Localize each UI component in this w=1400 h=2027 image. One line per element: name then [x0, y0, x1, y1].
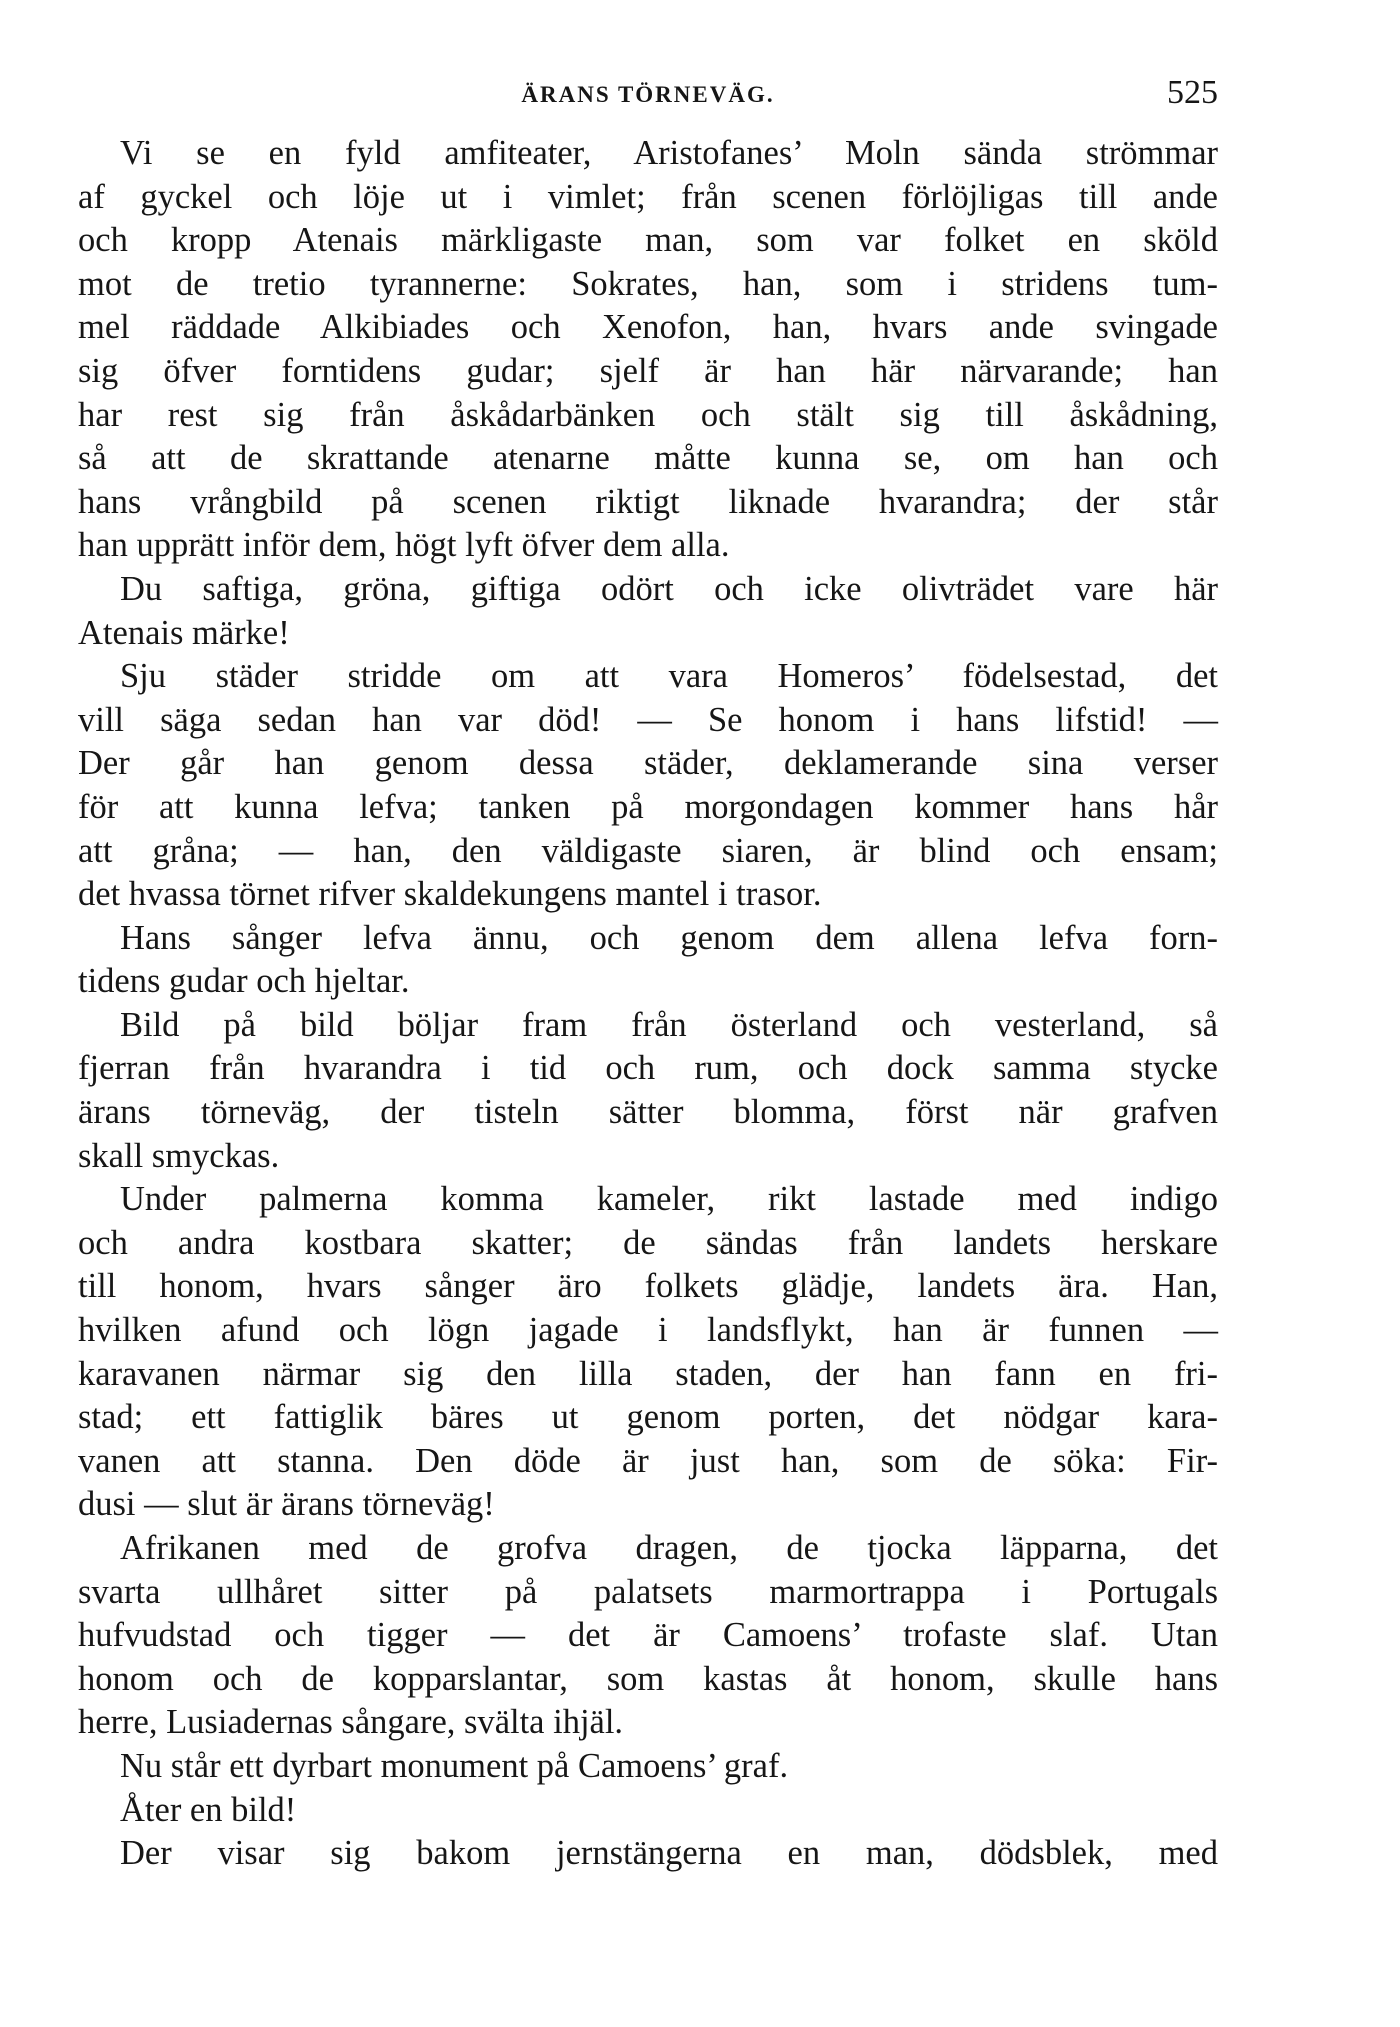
- paragraph: [78, 917, 1218, 1004]
- text-line: stad; ett fattiglik bäres ut genom porten, det nödgar kara-: [78, 1398, 1218, 1437]
- text-line: och andra kostbara skatter; de sändas från landets herskare: [78, 1223, 1218, 1262]
- text-line: Nu står ett dyrbart monument på Camoens’ graf.: [120, 1746, 789, 1785]
- paragraph: [78, 568, 1218, 655]
- text-line: honom och de kopparslantar, som kastas åt honom, skulle hans: [78, 1659, 1218, 1698]
- text-line: hvilken afund och lögn jagade i landsflykt, han är funnen —: [78, 1311, 1218, 1350]
- text-line: sig öfver forntidens gudar; sjelf är han här närvarande; han: [78, 351, 1218, 390]
- text-line: af gyckel och löje ut i vimlet; från scenen förlöjligas till ande: [78, 177, 1218, 216]
- paragraph: [78, 1789, 1218, 1833]
- text-line: det hvassa törnet rifver skaldekungens mantel i trasor.: [78, 875, 822, 914]
- text-line: att gråna; — han, den väldigaste siaren, är blind och ensam;: [78, 831, 1218, 870]
- text-line: skall smyckas.: [78, 1136, 280, 1175]
- text-line: han upprätt inför dem, högt lyft öfver dem alla.: [78, 526, 730, 565]
- text-line: hans vrångbild på scenen riktigt liknade hvarandra; der står: [78, 482, 1218, 521]
- body-text: [78, 132, 1218, 1876]
- text-line: tidens gudar och hjeltar.: [78, 962, 410, 1001]
- text-line: Hans sånger lefva ännu, och genom dem allena lefva forn-: [120, 918, 1218, 957]
- text-line: vanen att stanna. Den döde är just han, som de söka: Fir-: [78, 1441, 1218, 1480]
- text-line: ärans törneväg, der tisteln sätter blomma, först när grafven: [78, 1093, 1218, 1132]
- text-line: dusi — slut är ärans törneväg!: [78, 1485, 495, 1524]
- text-line: Åter en bild!: [120, 1790, 297, 1829]
- text-line: mel räddade Alkibiades och Xenofon, han, hvars ande svingade: [78, 308, 1218, 347]
- text-line: Der visar sig bakom jernstängerna en man, dödsblek, med: [120, 1834, 1218, 1873]
- running-head: ÄRANS TÖRNEVÄG.: [521, 82, 775, 107]
- text-line: karavanen närmar sig den lilla staden, der han fann en fri-: [78, 1354, 1218, 1393]
- text-line: svarta ullhåret sitter på palatsets marmortrappa i Portugals: [78, 1572, 1218, 1611]
- text-line: och kropp Atenais märkligaste man, som var folket en sköld: [78, 221, 1218, 260]
- text-line: Under palmerna komma kameler, rikt lastade med indigo: [120, 1180, 1218, 1219]
- text-line: Sju städer stridde om att vara Homeros’ födelsestad, det: [120, 657, 1218, 696]
- text-line: Atenais märke!: [78, 613, 290, 652]
- text-line: herre, Lusiadernas sångare, svälta ihjäl.: [78, 1703, 624, 1742]
- page-header: [78, 74, 1218, 124]
- paragraph: [78, 1832, 1218, 1876]
- text-line: Der går han genom dessa städer, deklamerande sina verser: [78, 744, 1218, 783]
- paragraph: [78, 1178, 1218, 1527]
- text-line: Afrikanen med de grofva dragen, de tjocka läpparna, det: [120, 1529, 1218, 1567]
- paragraph: [78, 1527, 1218, 1745]
- paragraph: [78, 132, 1218, 568]
- text-line: mot de tretio tyrannerne: Sokrates, han, som i stridens tum-: [78, 264, 1218, 303]
- text-line: så att de skrattande atenarne måtte kunna se, om han och: [78, 439, 1218, 478]
- text-line: Bild på bild böljar fram från österland och vesterland, så: [120, 1005, 1218, 1044]
- text-line: för att kunna lefva; tanken på morgondagen kommer hans hår: [78, 787, 1218, 826]
- paragraph: [78, 1004, 1218, 1178]
- text-line: har rest sig från åskådarbänken och stält sig till åskådning,: [78, 395, 1218, 434]
- text-line: Du saftiga, gröna, giftiga odört och icke olivträdet vare här: [120, 569, 1218, 608]
- paragraph: [78, 1745, 1218, 1789]
- text-line: hufvudstad och tigger — det är Camoens’ trofaste slaf. Utan: [78, 1616, 1218, 1655]
- text-line: till honom, hvars sånger äro folkets glädje, landets ära. Han,: [78, 1267, 1218, 1306]
- text-line: Vi se en fyld amfiteater, Aristofanes’ Moln sända strömmar: [120, 134, 1218, 172]
- text-line: fjerran från hvarandra i tid och rum, och dock samma stycke: [78, 1049, 1218, 1088]
- page-number: 525: [1167, 74, 1218, 111]
- text-line: vill säga sedan han var död! — Se honom i hans lifstid! —: [78, 700, 1218, 739]
- paragraph: [78, 655, 1218, 917]
